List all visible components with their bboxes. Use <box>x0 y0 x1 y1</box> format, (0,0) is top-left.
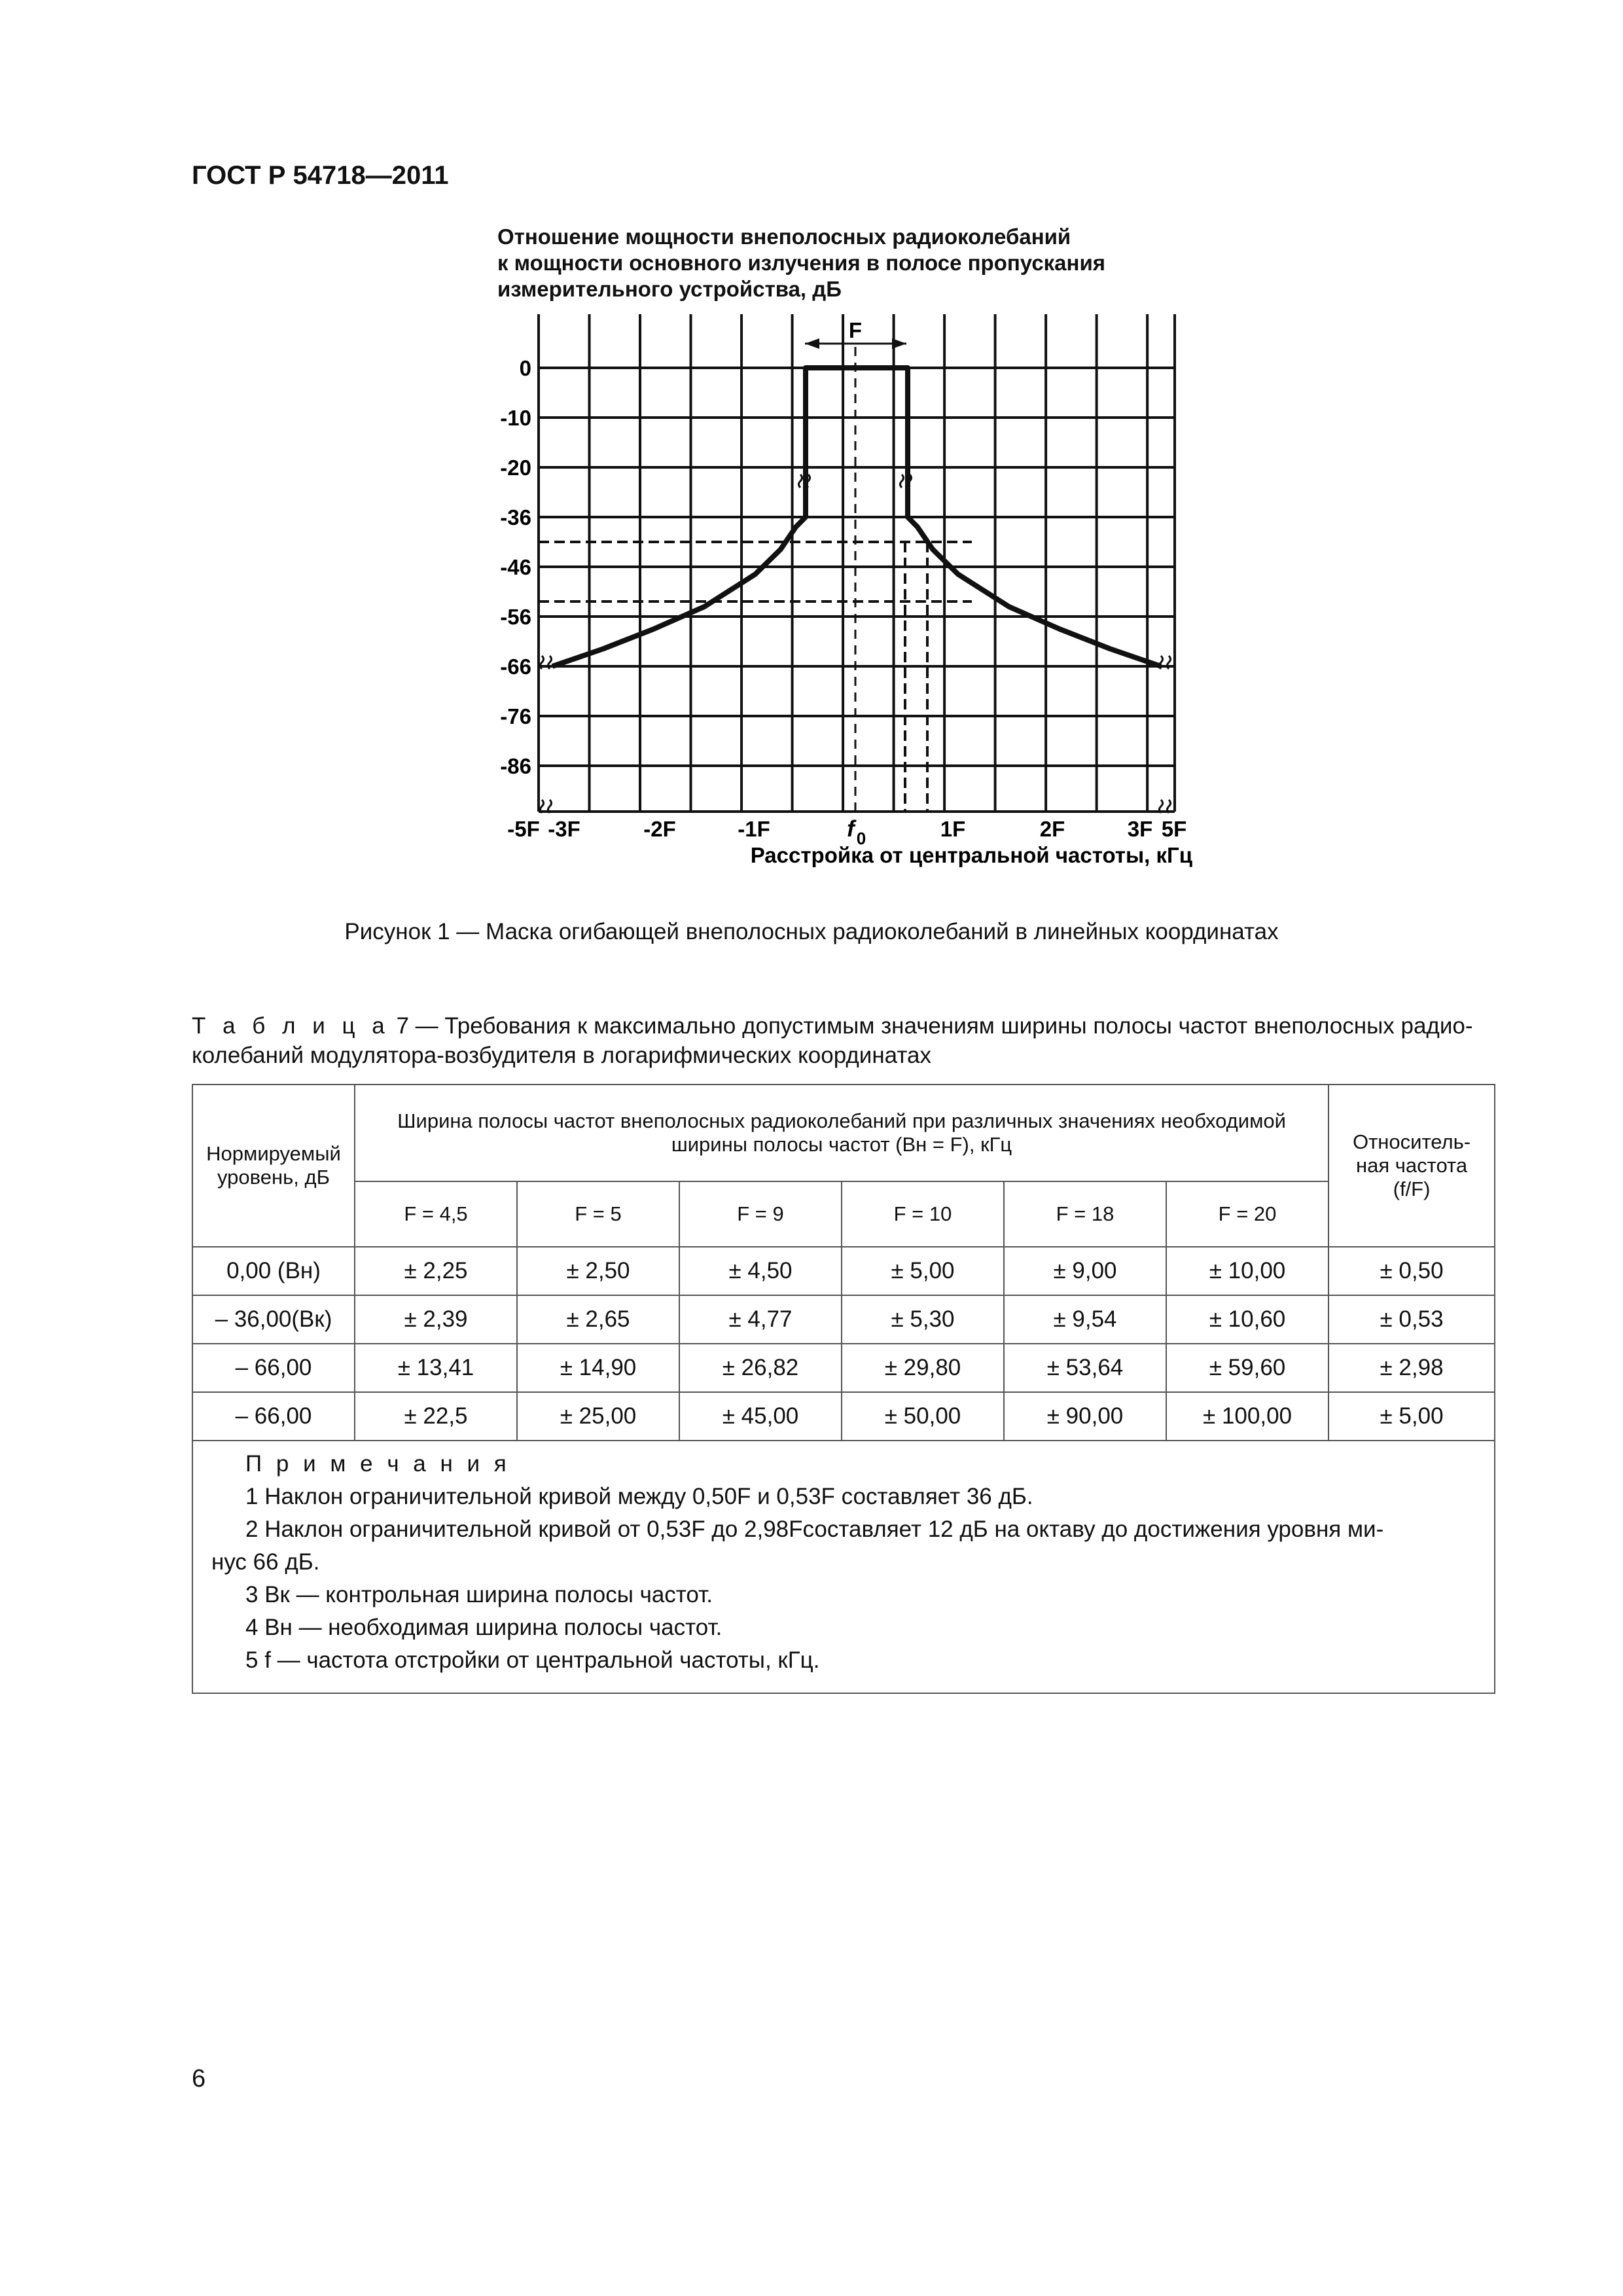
table-cell: 0,00 (Вн) <box>192 1247 355 1295</box>
table-cell: ± 53,64 <box>1004 1344 1166 1392</box>
table-cell: ± 100,00 <box>1166 1392 1329 1441</box>
note-item: 5 f — частота отстройки от центральной частоты, кГц. <box>245 1647 820 1673</box>
y-tick-label: -36 <box>500 505 531 529</box>
bandwidth-arrow-head <box>892 338 906 349</box>
y-tick-label: -10 <box>500 406 531 430</box>
table-cell: ± 10,00 <box>1166 1247 1329 1295</box>
table-cell: ± 13,41 <box>355 1344 517 1392</box>
header-level: Нормируемый уровень, дБ <box>192 1085 355 1247</box>
table-cell: ± 22,5 <box>355 1392 517 1441</box>
table-cell: ± 10,60 <box>1166 1295 1329 1344</box>
note-item: 3 Вк — контрольная ширина полосы частот. <box>245 1582 713 1607</box>
table-cell: ± 2,65 <box>517 1295 679 1344</box>
ylabel-line: к мощности основного излучения в полосе пропускания <box>497 251 1106 275</box>
table-cell: ± 0,50 <box>1329 1247 1495 1295</box>
table-cell: – 66,00 <box>192 1344 355 1392</box>
y-tick-label: -76 <box>500 704 531 728</box>
subheader-f: F = 4,5 <box>355 1181 517 1247</box>
table-notes <box>192 1441 1495 1693</box>
table-cell: ± 2,98 <box>1329 1344 1495 1392</box>
table-cell: ± 0,53 <box>1329 1295 1495 1344</box>
x-tick-label: -2F <box>643 817 676 841</box>
table-cell: ± 9,54 <box>1004 1295 1166 1344</box>
bandwidth-label: F <box>848 318 863 342</box>
subheader-f: F = 5 <box>517 1181 679 1247</box>
x-tick-label-center: f <box>847 816 855 842</box>
y-tick-label: -66 <box>500 655 531 679</box>
y-tick-label: -86 <box>500 754 531 778</box>
table-cell: ± 59,60 <box>1166 1344 1329 1392</box>
x-tick-label: 3F <box>1127 817 1153 841</box>
subheader-f: F = 20 <box>1166 1181 1329 1247</box>
x-tick-label-center-sub: 0 <box>856 829 866 848</box>
table-cell: ± 50,00 <box>842 1392 1004 1441</box>
y-tick-label: -46 <box>500 555 531 579</box>
x-tick-label: 2F <box>1039 817 1065 841</box>
notes-title: П р и м е ч а н и я <box>245 1451 510 1477</box>
table-cell: ± 25,00 <box>517 1392 679 1441</box>
table-title <box>192 1011 1494 1070</box>
note-item: 4 Вн — необходимая ширина полосы частот. <box>245 1615 722 1640</box>
table-cell: – 66,00 <box>192 1392 355 1441</box>
header-relative-frequency: Относитель-ная частота (f/F) <box>1329 1085 1495 1247</box>
table-cell: ± 90,00 <box>1004 1392 1166 1441</box>
table-cell: ± 45,00 <box>679 1392 842 1441</box>
table-cell: ± 5,30 <box>842 1295 1004 1344</box>
header-bandwidth: Ширина полосы частот внеполосных радиоколебаний при различных значениях необходимой ширины полосы частот (Вн = F), кГц <box>355 1085 1329 1181</box>
x-tick-label: -1F <box>738 817 770 841</box>
note-item: нус 66 дБ. <box>211 1549 320 1575</box>
table-cell: ± 4,50 <box>679 1247 842 1295</box>
figure-caption: Рисунок 1 — Маска огибающей внеполосных радиоколебаний в линейных координатах <box>344 919 1279 944</box>
table-cell: ± 2,50 <box>517 1247 679 1295</box>
requirements-table <box>192 1084 1495 1694</box>
note-item: 1 Наклон ограничительной кривой между 0,50F и 0,53F составляет 36 дБ. <box>245 1484 1033 1509</box>
x-tick-label: -3F <box>548 817 580 841</box>
x-tick-label: 5F <box>1161 817 1187 841</box>
table-cell: – 36,00(Вк) <box>192 1295 355 1344</box>
document-header: ГОСТ Р 54718—2011 <box>192 161 449 190</box>
table-cell: ± 29,80 <box>842 1344 1004 1392</box>
y-tick-label: 0 <box>519 356 531 380</box>
x-tick-label: -5F <box>507 817 540 841</box>
y-tick-label: -20 <box>500 456 531 480</box>
table-cell: ± 5,00 <box>842 1247 1004 1295</box>
table-row <box>192 1344 1495 1392</box>
y-tick-label: -56 <box>500 605 531 629</box>
table-row <box>192 1295 1495 1344</box>
table-row <box>192 1247 1495 1295</box>
table-cell: ± 14,90 <box>517 1344 679 1392</box>
table-cell: ± 9,00 <box>1004 1247 1166 1295</box>
bandwidth-arrow-head <box>805 338 819 349</box>
table-cell: ± 5,00 <box>1329 1392 1495 1441</box>
table-title-text: 7 — Требования к максимально допустимым значениям ширины полосы частот внеполосных радио-колебаний модулятора-возбудителя в логарифмических координатах <box>192 1013 1473 1068</box>
subheader-f: F = 9 <box>679 1181 842 1247</box>
table-cell: ± 2,25 <box>355 1247 517 1295</box>
table-cell: ± 4,77 <box>679 1295 842 1344</box>
subheader-f: F = 10 <box>842 1181 1004 1247</box>
table-cell: ± 2,39 <box>355 1295 517 1344</box>
x-tick-label: 1F <box>940 817 966 841</box>
ylabel-line: измерительного устройства, дБ <box>497 277 842 301</box>
chart-x-axis-title: Расстройка от центральной частоты, кГц <box>750 843 1192 867</box>
subheader-f: F = 18 <box>1004 1181 1166 1247</box>
ylabel-line: Отношение мощности внеполосных радиоколебаний <box>497 224 1071 249</box>
page-number: 6 <box>192 2065 206 2092</box>
note-item: 2 Наклон ограничительной кривой от 0,53F до 2,98Fсоставляет 12 дБ на октаву до достижения уровня ми- <box>245 1516 1384 1542</box>
table-row <box>192 1392 1495 1441</box>
spectrum-mask-chart <box>0 0 1623 890</box>
table-title-label: Т а б л и ц а <box>192 1013 390 1039</box>
table-cell: ± 26,82 <box>679 1344 842 1392</box>
